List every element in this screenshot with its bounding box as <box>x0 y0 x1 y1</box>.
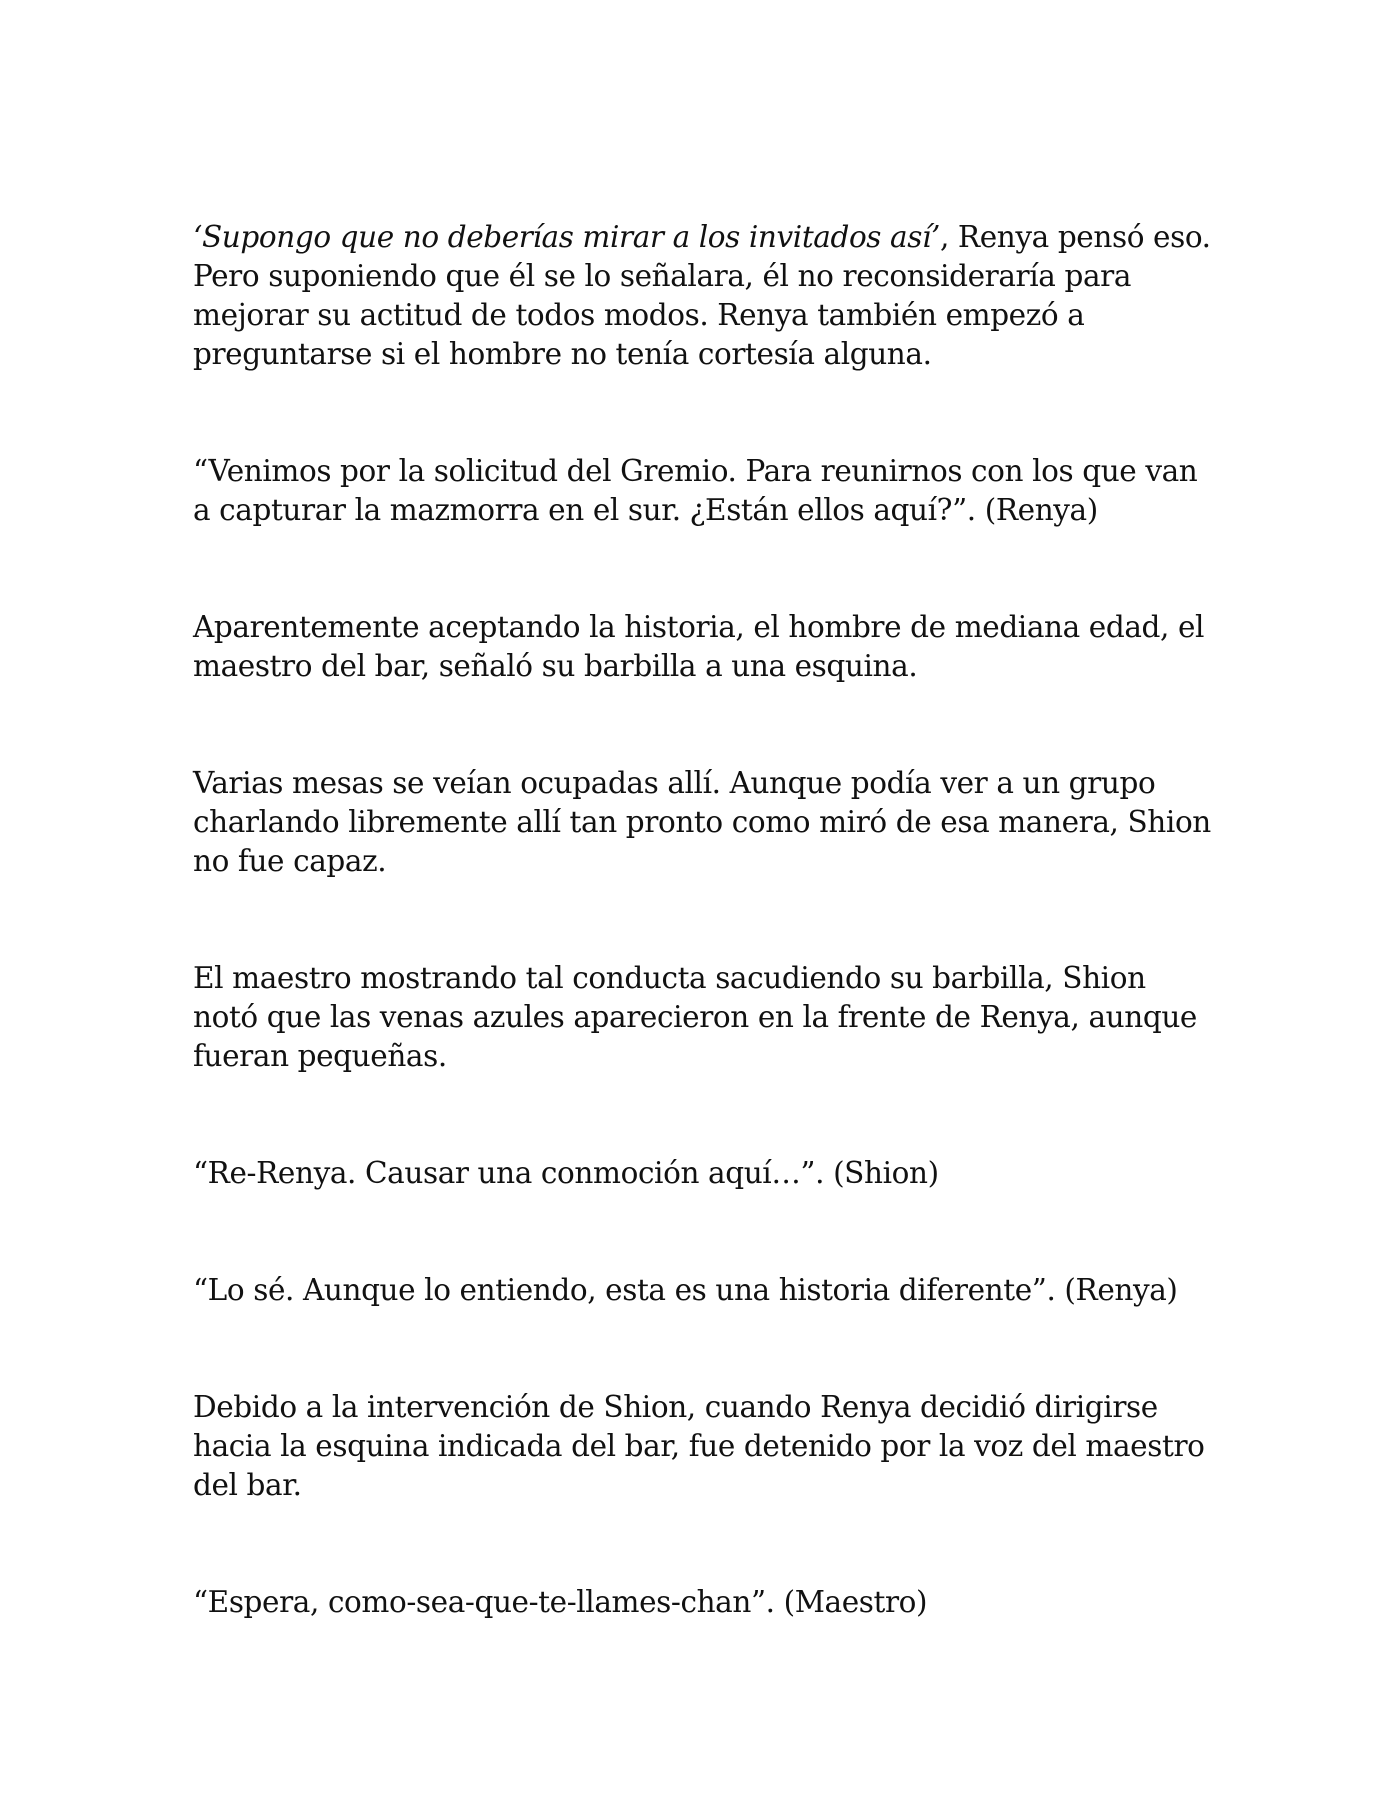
paragraph-3: Aparentemente aceptando la historia, el hombre de mediana edad, el maestro del bar, señaló su barbilla a una esquina. <box>193 610 1205 683</box>
paragraph-7: “Lo sé. Aunque lo entiendo, esta es una historia diferente”. (Renya) <box>193 1273 1178 1307</box>
italic-thought: ‘Supongo que no deberías mirar a los invitados así’ <box>193 220 940 254</box>
document-page <box>193 218 1213 1622</box>
paragraph-4: Varias mesas se veían ocupadas allí. Aunque podía ver a un grupo charlando libremente allí tan pronto como miró de esa manera, Shion no fue capaz. <box>193 766 1211 878</box>
paragraph-2: “Venimos por la solicitud del Gremio. Para reunirnos con los que van a capturar la mazmorra en el sur. ¿Están ellos aquí?”. (Renya) <box>193 454 1198 527</box>
paragraph-1 <box>193 218 1213 374</box>
paragraph-text: , Renya pensó eso. Pero suponiendo que él se lo señalara, él no reconsideraría para mejorar su actitud de todos modos. Renya también empezó a preguntarse si el hombre no tenía cortesía alguna. <box>193 220 1211 371</box>
paragraph-8: Debido a la intervención de Shion, cuando Renya decidió dirigirse hacia la esquina indicada del bar, fue detenido por la voz del maestro del bar. <box>193 1390 1205 1502</box>
paragraph-9: “Espera, como-sea-que-te-llames-chan”. (Maestro) <box>193 1585 928 1619</box>
paragraph-6: “Re-Renya. Causar una conmoción aquí…”. (Shion) <box>193 1156 939 1190</box>
paragraph-5: El maestro mostrando tal conducta sacudiendo su barbilla, Shion notó que las venas azules aparecieron en la frente de Renya, aunque fueran pequeñas. <box>193 961 1197 1073</box>
